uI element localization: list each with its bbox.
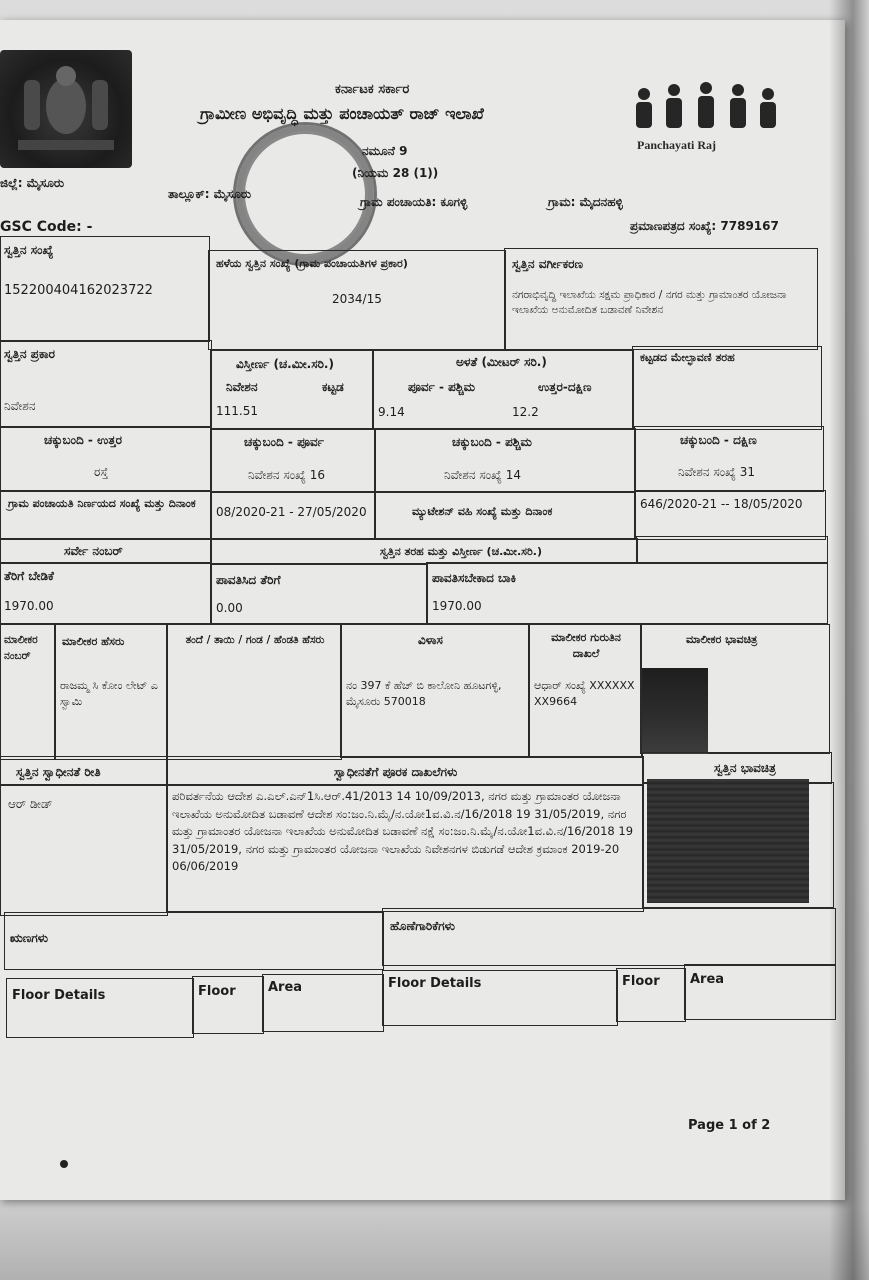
north-south-value: 12.2 xyxy=(512,405,539,419)
liabilities-label: ಋಣಗಳು xyxy=(10,931,49,945)
old-property-number-value: 2034/15 xyxy=(332,292,382,306)
site-area-value: 111.51 xyxy=(216,404,258,418)
east-west-value: 9.14 xyxy=(378,405,405,419)
govt-heading: ಕರ್ನಾಟಕ ಸರ್ಕಾರ xyxy=(335,82,410,97)
area-label-left: Area xyxy=(268,980,303,995)
taluk-field: ತಾಲ್ಲೂಕ್: ಮೈಸೂರು xyxy=(168,187,252,201)
property-photo-label: ಸ್ವತ್ತಿನ ಭಾವಚಿತ್ರ xyxy=(714,761,776,775)
owner-name-value: ರಾಜಮ್ಮ ಸಿ ಕೋಂ ಲೇಟ್ ಎ ಸ್ವಾಮಿ xyxy=(60,679,158,708)
site-label: ನಿವೇಶನ xyxy=(226,380,258,394)
owner-number-label: ಮಾಲೀಕರ ನಂಬರ್ xyxy=(4,634,38,662)
tax-paid-label: ಪಾವತಿಸಿದ ತೆರಿಗೆ xyxy=(216,573,281,587)
village-field: ಗ್ರಾಮ: ಮೈದನಹಳ್ಳಿ xyxy=(548,195,623,209)
tax-balance-value: 1970.00 xyxy=(432,599,482,613)
gp-resolution-value: 08/2020-21 - 27/05/2020 xyxy=(216,505,367,519)
official-seal-stamp xyxy=(233,122,377,266)
mutation-label: ಮ್ಯುಟೇಶನ್ ವಹಿ ಸಂಖ್ಯೆ ಮತ್ತು ದಿನಾಂಕ xyxy=(412,505,553,518)
area-label-right: Area xyxy=(690,972,725,987)
district-field: ಜಿಲ್ಲೆ: ಮೈಸೂರು xyxy=(0,176,65,190)
boundary-west-label: ಚಕ್ಕುಬಂದಿ - ಪಶ್ಚಿಮ xyxy=(452,435,532,449)
page-bottom-shade xyxy=(0,1210,869,1280)
relation-name-label: ತಂದೆ / ತಾಯಿ / ಗಂಡ / ಹೆಂಡತಿ ಹೆಸರು xyxy=(185,634,325,646)
boundary-east-value: ನಿವೇಶನ ಸಂಖ್ಯೆ 16 xyxy=(248,468,326,482)
form-number: ನಮೂನೆ 9 xyxy=(362,144,408,158)
address-value: ನಂ 397 ಕೆ ಹೆಚ್ ಬಿ ಕಾಲೋನಿ ಹೂಟಗಳ್ಳಿ, ಮೈಸೂರು 570018 xyxy=(346,679,502,708)
boundary-north-value: ರಸ್ತೆ xyxy=(94,465,109,479)
boundary-north-label: ಚಕ್ಕುಬಂದಿ - ಉತ್ತರ xyxy=(44,433,122,447)
tax-balance-label: ಪಾವತಿಸಬೇಕಾದ ಬಾಕಿ xyxy=(432,571,517,585)
old-property-number-label: ಹಳೆಯ ಸ್ವತ್ತಿನ ಸಂಖ್ಯೆ (ಗ್ರಾಮ ಪಂಚಾಯತಿಗಳ ಪ್ರಕಾರ) xyxy=(216,257,408,270)
property-number-label: ಸ್ವತ್ತಿನ ಸಂಖ್ಯೆ xyxy=(4,243,54,257)
building-label: ಕಟ್ಟಡ xyxy=(322,380,344,394)
owner-photo-label: ಮಾಲೀಕರ ಭಾವಚಿತ್ರ xyxy=(686,633,758,646)
panchayati-raj-logo-text: Panchayati Raj xyxy=(637,138,716,152)
measurement-label: ಅಳತೆ (ಮೀಟರ್ ಸರಿ.) xyxy=(456,355,547,369)
building-area-value xyxy=(300,401,308,405)
east-west-label: ಪೂರ್ವ - ಪಶ್ಚಿಮ xyxy=(408,380,476,394)
property-photo xyxy=(647,779,809,903)
classification-value: ನಗರಾಭಿವೃದ್ಧಿ ಇಲಾಖೆಯ ಸಕ್ಷಮ ಪ್ರಾಧಿಕಾರ / ನಗರ ಮತ್ತು ಗ್ರಾಮಾಂತರ ಯೋಜನಾ ಇಲಾಖೆಯ ಅನುಮೋದಿತ ಬಡಾವಣೆ ನಿವೇಶನ xyxy=(512,289,787,316)
boundary-south-value: ನಿವೇಶನ ಸಂಖ್ಯೆ 31 xyxy=(678,465,756,479)
gp-resolution-label: ಗ್ರಾಮ ಪಂಚಾಯತಿ ನಿರ್ಣಯದ ಸಂಖ್ಯೆ ಮತ್ತು ದಿನಾಂಕ xyxy=(8,497,196,510)
karnataka-emblem-icon xyxy=(0,50,132,168)
floor-label-right: Floor xyxy=(622,974,660,989)
survey-number-label: ಸರ್ವೇ ನಂಬರ್ xyxy=(64,544,123,558)
gram-panchayat-field: ಗ್ರಾಮ ಪಂಚಾಯತಿ: ಕೂಗಳ್ಳಿ xyxy=(360,195,468,209)
classification-label: ಸ್ವತ್ತಿನ ವರ್ಗೀಕರಣ xyxy=(512,257,583,271)
property-number-value: 152200404162023722 xyxy=(4,283,153,298)
property-type-label: ಸ್ವತ್ತಿನ ಪ್ರಕಾರ xyxy=(4,347,55,361)
supporting-docs-value: ಪರಿವರ್ತನೆಯ ಆದೇಶ ಎ.ಎಲ್.ಎನ್1ಸಿ.ಆರ್.41/2013 14 10/09/2013, ನಗರ ಮತ್ತು ಗ್ರಾಮಾಂತರ ಯೋಜನಾ ಇಲಾಖೆಯ ಅನುಮೋದಿತ ಬಡಾವಣೆ ಆದೇಶ ಸಂ:ಜಂ.ನಿ.ಮೈ/ನ.ಯೋ1ವ.ವಿ.ನ/16/2018 19 31/05/2019, ನಗರ ಮತ್ತು ಗ್ರಾಮಾಂತರ ಯೋಜನಾ ಇಲಾಖೆಯ ಅನುಮೋದಿತ ಬಡಾವಣೆ ನಕ್ಷೆ ಸಂ:ಜಂ.ನಿ.ಮೈ/ನ.ಯೋ1ವ.ವಿ.ನ/16/2018 19 31/05/2019, ನಗರ ಮತ್ತು ಗ್ರಾಮಾಂತರ ಯೋಜನಾ ಇಲಾಖೆಯ ನಿವೇಶನಗಳ ಬಿಡುಗಡೆ ಆದೇಶ ಕ್ರಮಾಂಕ 2019-20 06/06/2019 xyxy=(172,789,634,873)
acquisition-mode-label: ಸ್ವತ್ತಿನ ಸ್ವಾಧೀನತೆ ರೀತಿ xyxy=(16,765,101,779)
tax-demand-value: 1970.00 xyxy=(4,599,54,613)
owner-id-label: ಮಾಲೀಕರ ಗುರುತಿನ ದಾಖಲೆ xyxy=(551,631,621,660)
property-area-type-label: ಸ್ವತ್ತಿನ ತರಹ ಮತ್ತು ವಿಸ್ತೀರ್ಣ (ಚ.ಮೀ.ಸರಿ.) xyxy=(380,545,542,558)
page-edge-shadow xyxy=(829,0,869,1280)
owner-name-label: ಮಾಲೀಕರ ಹೆಸರು xyxy=(62,635,125,648)
panchayati-raj-logo-icon xyxy=(630,80,790,170)
acquisition-mode-value: ಆರ್ ಡೀಡ್ xyxy=(8,797,53,811)
rule-number: (ನಿಯಮ 28 (1)) xyxy=(352,166,439,180)
roof-type-label: ಕಟ್ಟಡದ ಮೇಲ್ಛಾವಣಿ ತರಹ xyxy=(640,351,735,364)
property-type-value: ನಿವೇಶನ xyxy=(4,399,36,413)
page-number: Page 1 of 2 xyxy=(688,1118,771,1133)
floor-details-left-label: Floor Details xyxy=(12,988,106,1003)
address-label: ವಿಳಾಸ xyxy=(418,633,443,647)
ink-dot xyxy=(60,1160,68,1168)
certificate-number: ಪ್ರಮಾಣಪತ್ರದ ಸಂಖ್ಯೆ: 7789167 xyxy=(630,219,779,233)
gsc-code: GSC Code: - xyxy=(0,219,93,235)
owner-id-value: ಆಧಾರ್ ಸಂಖ್ಯೆ XXXXXXXX9664 xyxy=(534,679,635,708)
mutation-value: 646/2020-21 -- 18/05/2020 xyxy=(640,497,803,511)
supporting-docs-label: ಸ್ವಾಧೀನತೆಗೆ ಪೂರಕ ದಾಖಲೆಗಳು xyxy=(334,765,458,779)
department-heading: ಗ್ರಾಮೀಣ ಅಭಿವೃದ್ಧಿ ಮತ್ತು ಪಂಚಾಯತ್ ರಾಜ್ ಇಲಾಖೆ xyxy=(200,104,484,123)
cell-box xyxy=(636,536,828,564)
boundary-west-value: ನಿವೇಶನ ಸಂಖ್ಯೆ 14 xyxy=(444,468,522,482)
floor-label-left: Floor xyxy=(198,984,236,999)
tax-paid-value: 0.00 xyxy=(216,601,243,615)
boundary-south-label: ಚಕ್ಕುಬಂದಿ - ದಕ್ಷಿಣ xyxy=(680,433,757,447)
cell-box xyxy=(4,912,384,970)
north-south-label: ಉತ್ತರ-ದಕ್ಷಿಣ xyxy=(538,380,592,394)
boundary-east-label: ಚಕ್ಕುಬಂದಿ - ಪೂರ್ವ xyxy=(244,435,324,449)
encumbrances-label: ಹೊಣೆಗಾರಿಕೆಗಳು xyxy=(390,919,455,933)
owner-photo xyxy=(642,668,708,754)
tax-demand-label: ತೆರಿಗೆ ಬೇಡಿಕೆ xyxy=(4,569,54,583)
area-label: ವಿಸ್ತೀರ್ಣ (ಚ.ಮೀ.ಸರಿ.) xyxy=(236,357,334,371)
floor-details-right-label: Floor Details xyxy=(388,976,482,991)
